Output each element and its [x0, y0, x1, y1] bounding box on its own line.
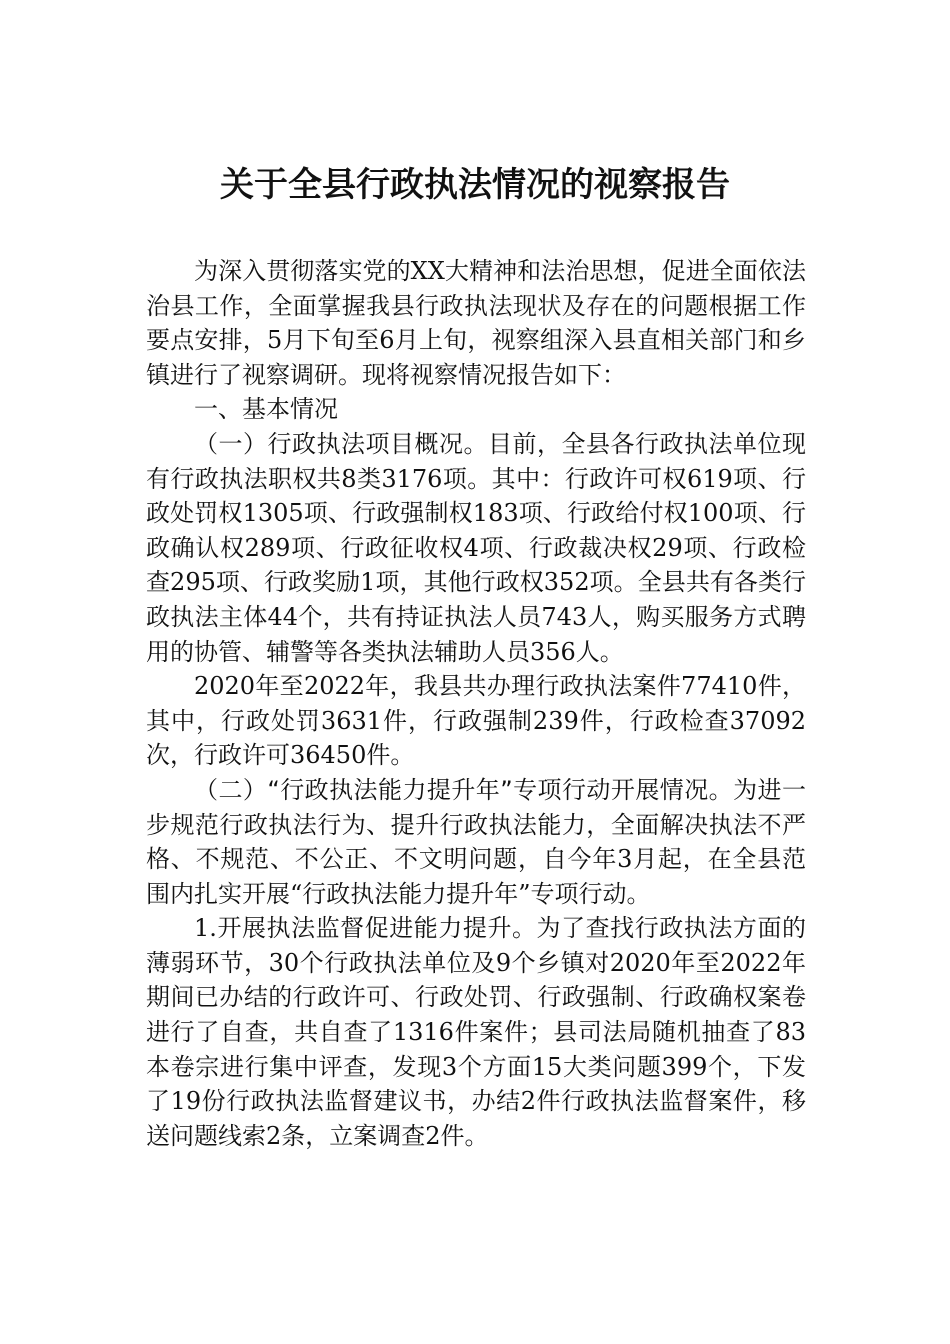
section-heading-basic-situation: 一、基本情况	[194, 395, 338, 424]
cases-paragraph: 2020年至2022年，我县共办理行政执法案件77410件，其中，行政处罚3631件，行政强制239件，行政检查37092次，行政许可36450件。	[146, 672, 806, 770]
document-title: 关于全县行政执法情况的视察报告	[220, 165, 730, 205]
subsection-2-text: 为进一步规范行政执法行为、提升行政执法能力，全面解决执法不严格、不规范、不公正、不文明问题，自今年3月起，在全县范围内扎实开展“行政执法能力提升年”专项行动。	[146, 775, 806, 908]
subsection-2-lead: （二）“行政执法能力提升年”专项行动开展情况。	[194, 775, 734, 804]
intro-paragraph: 为深入贯彻落实党的XX大精神和法治思想，促进全面依法治县工作，全面掌握我县行政执法现状及存在的问题根据工作要点安排，5月下旬至6月上旬，视察组深入县直相关部门和乡镇进行了视察调研。现将视察情况报告如下：	[146, 257, 806, 389]
subsection-2-paragraph	[146, 773, 806, 911]
item-1-paragraph: 1.开展执法监督促进能力提升。为了查找行政执法方面的薄弱环节，30个行政执法单位及9个乡镇对2020年至2022年期间已办结的行政许可、行政处罚、行政强制、行政确权案卷进行了自查，共自查了1316件案件；县司法局随机抽查了83本卷宗进行集中评查，发现3个方面15大类问题399个，下发了19份行政执法监督建议书，办结2件行政执法监督案件，移送问题线索2条，立案调查2件。	[146, 914, 806, 1150]
subsection-1-text: 目前，全县各行政执法单位现有行政执法职权共8类3176项。其中：行政许可权619项、行政处罚权1305项、行政强制权183项、行政给付权100项、行政确认权289项、行政征收权4项、行政裁决权29项、行政检查295项、行政奖励1项，其他行政权352项。全县共有各类行政执法主体44个，共有持证执法人员743人，购买服务方式聘用的协管、辅警等各类执法辅助人员356人。	[146, 429, 806, 666]
document-body	[146, 254, 806, 1153]
subsection-1-lead: （一）行政执法项目概况。	[194, 429, 488, 458]
subsection-1-paragraph	[146, 427, 806, 669]
